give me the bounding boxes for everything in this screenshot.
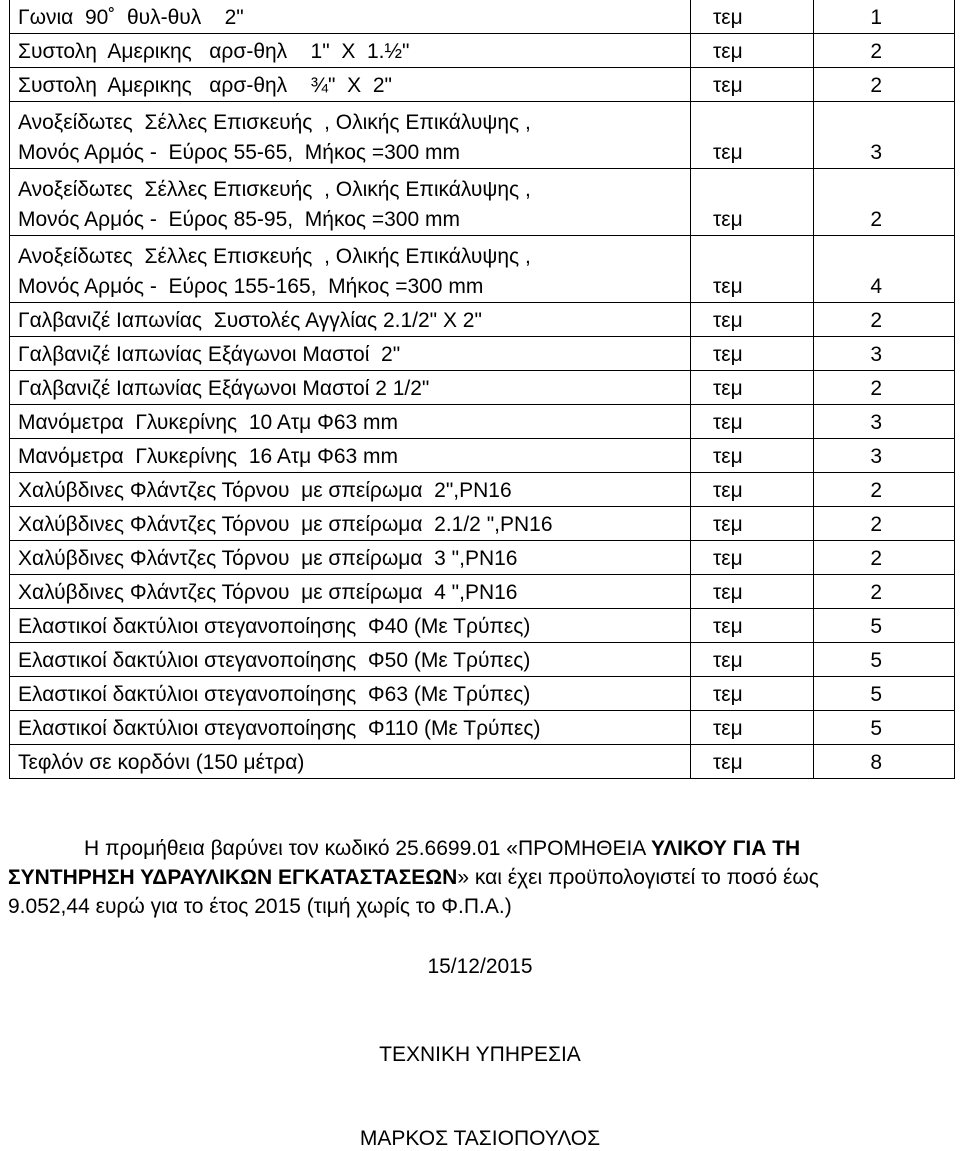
budget-note (8, 834, 953, 921)
table-row (10, 337, 955, 371)
item-description: Ελαστικοί δακτύλιοι στεγανοποίησης Φ110 (Με Τρύπες) (10, 711, 691, 745)
item-unit: τεμ (691, 439, 814, 473)
item-description: Συστολη Αμερικης αρσ-θηλ ¾" Χ 2" (10, 68, 691, 102)
item-description: Ανοξείδωτες Σέλλες Επισκευής , Ολικής Επικάλυψης , Μονός Αρμός - Εύρος 85-95, Μήκος =300 mm (10, 169, 691, 236)
item-quantity: 2 (814, 473, 955, 507)
item-description: Μανόμετρα Γλυκερίνης 10 Ατμ Φ63 mm (10, 405, 691, 439)
item-quantity: 2 (814, 303, 955, 337)
budget-note-line-2-text: » και έχει προϋπολογιστεί το ποσό έως (457, 866, 819, 889)
item-quantity: 2 (814, 34, 955, 68)
table-row (10, 745, 955, 779)
item-unit: τεμ (691, 677, 814, 711)
table-row (10, 68, 955, 102)
item-unit: τεμ (691, 0, 814, 34)
item-description: Γαλβανιζέ Ιαπωνίας Εξάγωνοι Μαστοί 2" (10, 337, 691, 371)
budget-note-line-1-bold: ΥΛΙΚΟΥ ΓΙΑ ΤΗ (651, 837, 801, 860)
item-unit: τεμ (691, 169, 814, 236)
item-quantity: 3 (814, 337, 955, 371)
budget-note-line-3: 9.052,44 ευρώ για το έτος 2015 (τιμή χωρίς το Φ.Π.Α.) (8, 895, 512, 918)
item-description: Ελαστικοί δακτύλιοι στεγανοποίησης Φ50 (Με Τρύπες) (10, 643, 691, 677)
item-quantity: 3 (814, 102, 955, 169)
item-unit: τεμ (691, 711, 814, 745)
item-unit: τεμ (691, 745, 814, 779)
table-row (10, 303, 955, 337)
item-unit: τεμ (691, 102, 814, 169)
item-unit: τεμ (691, 68, 814, 102)
item-description: Συστολη Αμερικης αρσ-θηλ 1" Χ 1.½" (10, 34, 691, 68)
item-quantity: 3 (814, 405, 955, 439)
table-row (10, 0, 955, 34)
table-row (10, 541, 955, 575)
item-unit: τεμ (691, 575, 814, 609)
item-description: Ανοξείδωτες Σέλλες Επισκευής , Ολικής Επικάλυψης , Μονός Αρμός - Εύρος 155-165, Μήκος =300 mm (10, 236, 691, 303)
item-unit: τεμ (691, 405, 814, 439)
signatory-name: ΜΑΡΚΟΣ ΤΑΣΙΟΠΟΥΛΟΣ (359, 1127, 601, 1150)
table-row (10, 34, 955, 68)
budget-note-line-1 (8, 834, 953, 863)
table-row (10, 236, 955, 303)
item-quantity: 5 (814, 643, 955, 677)
item-description: Τεφλόν σε κορδόνι (150 μέτρα) (10, 745, 691, 779)
item-quantity: 5 (814, 711, 955, 745)
table-row (10, 677, 955, 711)
item-quantity: 2 (814, 575, 955, 609)
document-date: 15/12/2015 (427, 955, 533, 978)
item-quantity: 4 (814, 236, 955, 303)
table-row (10, 473, 955, 507)
item-unit: τεμ (691, 643, 814, 677)
item-unit: τεμ (691, 473, 814, 507)
item-quantity: 8 (814, 745, 955, 779)
item-unit: τεμ (691, 371, 814, 405)
table-row (10, 439, 955, 473)
table-row (10, 102, 955, 169)
table-row (10, 711, 955, 745)
item-description: Γαλβανιζέ Ιαπωνίας Συστολές Αγγλίας 2.1/2" Χ 2" (10, 303, 691, 337)
item-quantity: 2 (814, 507, 955, 541)
item-quantity: 3 (814, 439, 955, 473)
item-unit: τεμ (691, 337, 814, 371)
table-row (10, 405, 955, 439)
item-unit: τεμ (691, 34, 814, 68)
item-description: Χαλύβδινες Φλάντζες Τόρνου με σπείρωμα 2.1/2 ",PN16 (10, 507, 691, 541)
item-description: Χαλύβδινες Φλάντζες Τόρνου με σπείρωμα 2",PN16 (10, 473, 691, 507)
table-row (10, 169, 955, 236)
item-unit: τεμ (691, 236, 814, 303)
item-unit: τεμ (691, 303, 814, 337)
budget-note-line-2-bold: ΣΥΝΤΗΡΗΣΗ ΥΔΡΑΥΛΙΚΩΝ ΕΓΚΑΤΑΣΤΑΣΕΩΝ (8, 866, 458, 889)
department-name: ΤΕΧΝΙΚΗ ΥΠΗΡΕΣΙΑ (379, 1043, 581, 1066)
item-description: Χαλύβδινες Φλάντζες Τόρνου με σπείρωμα 4 ",PN16 (10, 575, 691, 609)
items-table-body (10, 0, 955, 779)
table-row (10, 371, 955, 405)
item-quantity: 2 (814, 541, 955, 575)
item-description: Ανοξείδωτες Σέλλες Επισκευής , Ολικής Επικάλυψης , Μονός Αρμός - Εύρος 55-65, Μήκος =300 mm (10, 102, 691, 169)
item-description: Χαλύβδινες Φλάντζες Τόρνου με σπείρωμα 3 ",PN16 (10, 541, 691, 575)
item-description: Ελαστικοί δακτύλιοι στεγανοποίησης Φ40 (Με Τρύπες) (10, 609, 691, 643)
item-quantity: 2 (814, 169, 955, 236)
item-unit: τεμ (691, 507, 814, 541)
table-row (10, 609, 955, 643)
table-row (10, 643, 955, 677)
budget-note-line-2 (8, 863, 953, 892)
item-unit: τεμ (691, 541, 814, 575)
item-quantity: 5 (814, 677, 955, 711)
table-row (10, 575, 955, 609)
item-description: Ελαστικοί δακτύλιοι στεγανοποίησης Φ63 (Με Τρύπες) (10, 677, 691, 711)
item-quantity: 1 (814, 0, 955, 34)
table-row (10, 507, 955, 541)
item-quantity: 2 (814, 371, 955, 405)
item-quantity: 5 (814, 609, 955, 643)
budget-note-line-1-text: Η προμήθεια βαρύνει τον κωδικό 25.6699.01 «ΠΡΟΜΗΘΕΙΑ (84, 837, 651, 860)
items-table (9, 0, 955, 779)
item-description: Μανόμετρα Γλυκερίνης 16 Ατμ Φ63 mm (10, 439, 691, 473)
item-unit: τεμ (691, 609, 814, 643)
item-description: Γαλβανιζέ Ιαπωνίας Εξάγωνοι Μαστοί 2 1/2" (10, 371, 691, 405)
item-quantity: 2 (814, 68, 955, 102)
item-description: Γωνια 90˚ θυλ-θυλ 2" (10, 0, 691, 34)
